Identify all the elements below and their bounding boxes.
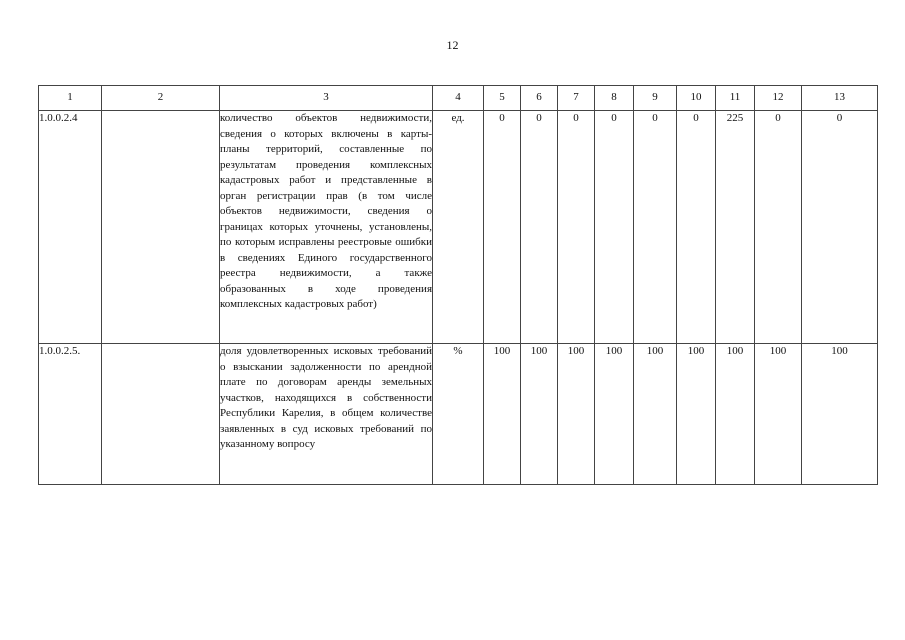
column-header: 10 [677, 86, 716, 111]
column-header: 12 [755, 86, 802, 111]
indicators-table [38, 85, 878, 485]
page-number: 12 [446, 38, 459, 52]
value-cell: 0 [484, 111, 521, 344]
column-header: 5 [484, 86, 521, 111]
column-header: 6 [521, 86, 558, 111]
value-cell: 0 [755, 111, 802, 344]
value-cell: 0 [634, 111, 677, 344]
value-cell: 100 [716, 344, 755, 485]
value-cell: 0 [558, 111, 595, 344]
value-cell: 100 [595, 344, 634, 485]
column-header: 3 [220, 86, 433, 111]
value-cell: 225 [716, 111, 755, 344]
value-cell: 100 [755, 344, 802, 485]
value-cell: 0 [677, 111, 716, 344]
value-cell: 100 [521, 344, 558, 485]
empty-cell [102, 111, 220, 344]
table-header-row [39, 86, 878, 111]
value-cell: 0 [595, 111, 634, 344]
indicator-description: доля удовлетворенных исковых требований о взыскании задолженности по арендной плате по договорам аренды земельных участков, находящихся в собственности Республики Карелия, в общем количестве заявленных в суд исковых требований по указанному вопросу [220, 344, 433, 485]
unit-cell: ед. [433, 111, 484, 344]
table-row [39, 344, 878, 485]
value-cell: 0 [521, 111, 558, 344]
column-header: 13 [802, 86, 878, 111]
value-cell: 100 [634, 344, 677, 485]
indicator-code: 1.0.0.2.4 [39, 111, 102, 344]
unit-cell: % [433, 344, 484, 485]
column-header: 9 [634, 86, 677, 111]
value-cell: 100 [558, 344, 595, 485]
value-cell: 100 [802, 344, 878, 485]
indicator-code: 1.0.0.2.5. [39, 344, 102, 485]
column-header: 7 [558, 86, 595, 111]
column-header: 8 [595, 86, 634, 111]
value-cell: 100 [484, 344, 521, 485]
table-row [39, 111, 878, 344]
column-header: 2 [102, 86, 220, 111]
column-header: 4 [433, 86, 484, 111]
empty-cell [102, 344, 220, 485]
column-header: 1 [39, 86, 102, 111]
value-cell: 0 [802, 111, 878, 344]
value-cell: 100 [677, 344, 716, 485]
column-header: 11 [716, 86, 755, 111]
indicator-description: количество объектов недвижимости, сведения о которых включены в карты-планы территорий, составленные по результатам проведения комплексных кадастровых работ и представленные в орган регистрации прав (в том числе объектов недвижимости, сведения о границах которых уточнены, установлены, по которым исправлены реестровые ошибки в сведениях Единого государственного реестра недвижимости, а также образованных в ходе проведения комплексных кадастровых работ) [220, 111, 433, 344]
